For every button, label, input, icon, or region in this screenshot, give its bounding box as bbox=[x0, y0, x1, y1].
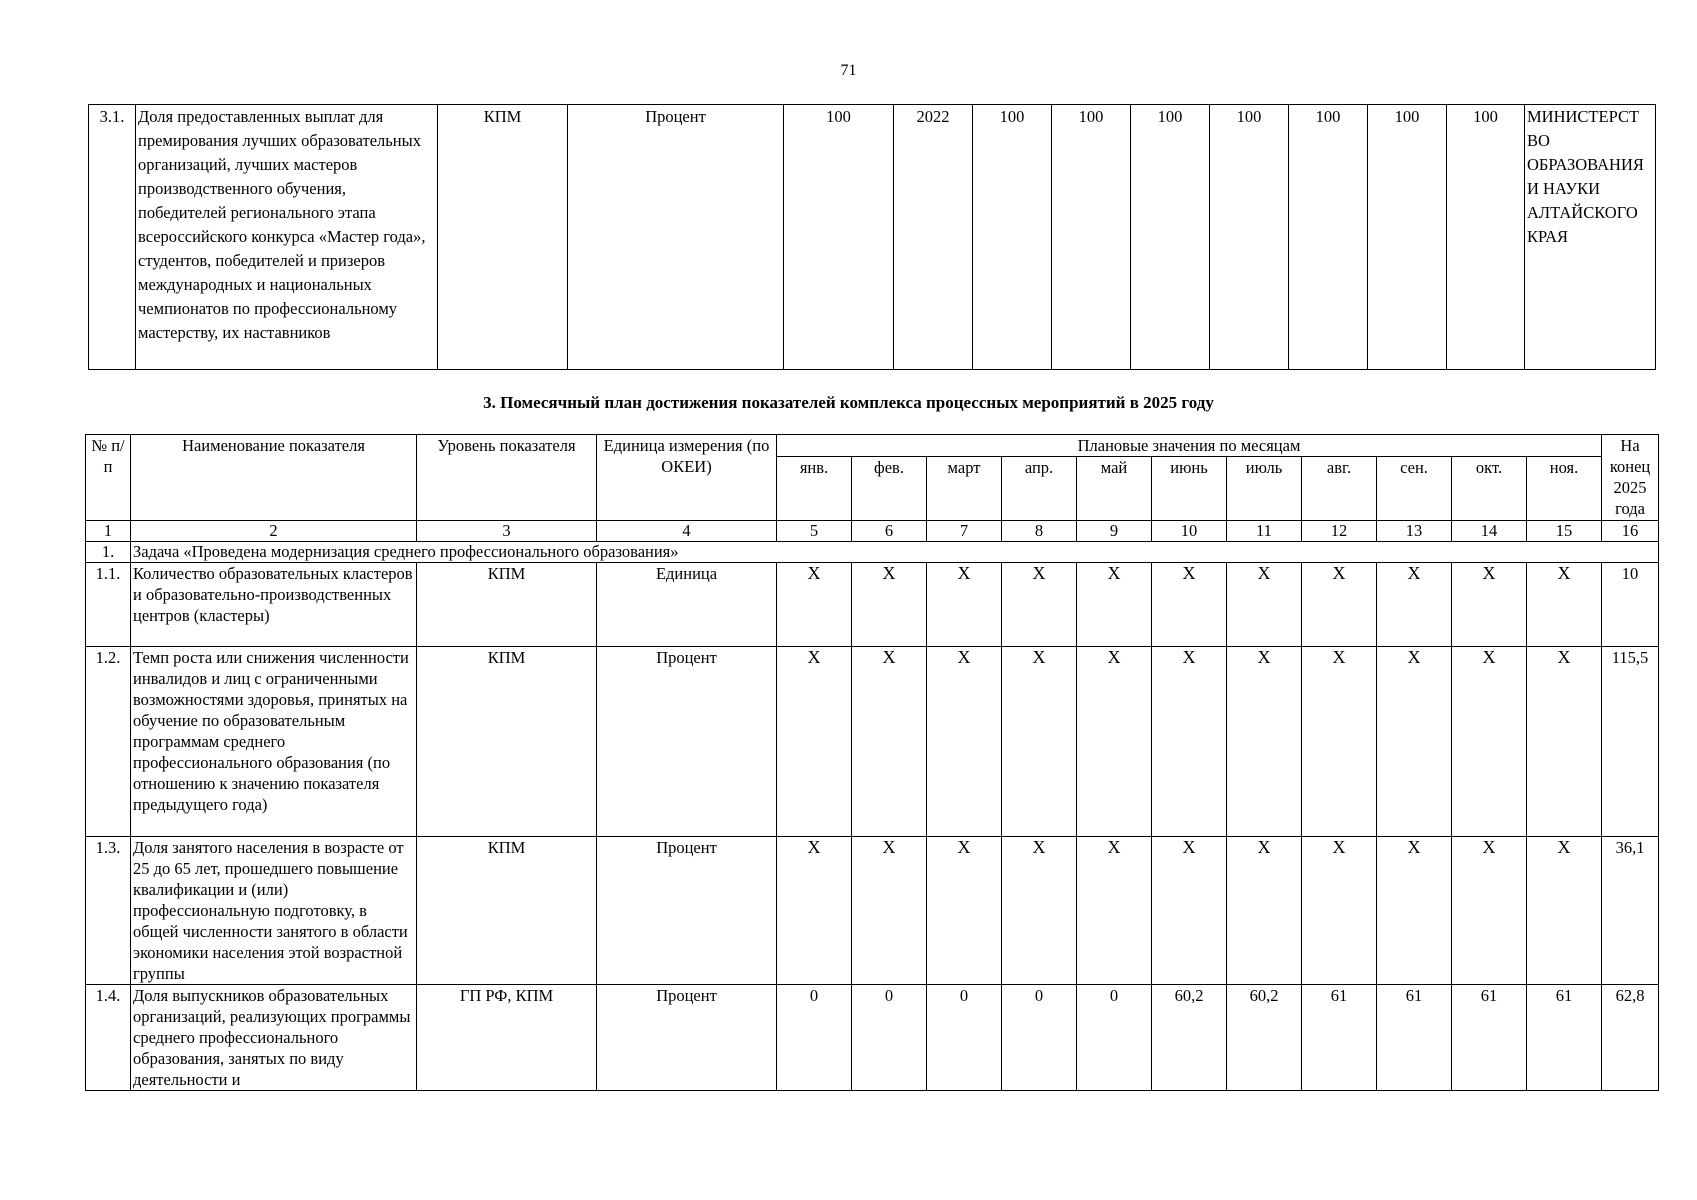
table-row bbox=[86, 563, 1659, 647]
month-value: X bbox=[852, 563, 927, 647]
column-number: 4 bbox=[597, 521, 777, 542]
month-value: X bbox=[1527, 837, 1602, 985]
month-value: X bbox=[852, 837, 927, 985]
header-name: Наименование показателя bbox=[131, 435, 417, 521]
month-value: 60,2 bbox=[1227, 985, 1302, 1091]
table-row bbox=[89, 105, 1656, 370]
column-numbers-row bbox=[86, 521, 1659, 542]
header-month: ноя. bbox=[1527, 457, 1602, 521]
month-value: 0 bbox=[777, 985, 852, 1091]
responsible-body: МИНИСТЕРСТ ВО ОБРАЗОВАНИЯ И НАУКИ АЛТАЙСКОГО КРАЯ bbox=[1525, 105, 1656, 370]
month-value: 0 bbox=[927, 985, 1002, 1091]
month-value: X bbox=[1527, 563, 1602, 647]
header-month: янв. bbox=[777, 457, 852, 521]
month-value: 61 bbox=[1452, 985, 1527, 1091]
month-value: X bbox=[1302, 647, 1377, 837]
month-value: 0 bbox=[852, 985, 927, 1091]
indicator-unit: Процент bbox=[597, 985, 777, 1091]
indicator-name: Доля предоставленных выплат для премирования лучших образовательных организаций, лучших мастеров производственного обучения, победителей регионального этапа всероссийского конкурса «Мастер года», студентов, победителей и призеров международных и национальных чемпионатов по профессиональному мастерству, их наставников bbox=[136, 105, 438, 370]
header-month: апр. bbox=[1002, 457, 1077, 521]
value-cell: 100 bbox=[1131, 105, 1210, 370]
month-value: 0 bbox=[1077, 985, 1152, 1091]
header-num: № п/п bbox=[86, 435, 131, 521]
value-cell: 100 bbox=[973, 105, 1052, 370]
column-number: 7 bbox=[927, 521, 1002, 542]
month-value: 61 bbox=[1377, 985, 1452, 1091]
header-month: авг. bbox=[1302, 457, 1377, 521]
month-value: X bbox=[1002, 563, 1077, 647]
indicator-unit: Единица bbox=[597, 563, 777, 647]
monthly-plan-table bbox=[85, 434, 1659, 1091]
table-row bbox=[86, 837, 1659, 985]
header-end-of-year: На конец 2025 года bbox=[1602, 435, 1659, 521]
header-level: Уровень показателя bbox=[417, 435, 597, 521]
header-month: июль bbox=[1227, 457, 1302, 521]
month-value: X bbox=[1227, 837, 1302, 985]
month-value: X bbox=[1302, 563, 1377, 647]
column-number: 8 bbox=[1002, 521, 1077, 542]
month-value: 0 bbox=[1002, 985, 1077, 1091]
indicator-level: КПМ bbox=[417, 563, 597, 647]
row-number: 1.1. bbox=[86, 563, 131, 647]
column-number: 10 bbox=[1152, 521, 1227, 542]
month-value: X bbox=[927, 563, 1002, 647]
indicator-name: Темп роста или снижения численности инвалидов и лиц с ограниченными возможностями здоровья, принятых на обучение по образовательным программам среднего профессионального образования (по отношению к значению показателя предыдущего года) bbox=[131, 647, 417, 837]
task-title: Задача «Проведена модернизация среднего профессионального образования» bbox=[131, 542, 1659, 563]
header-month: март bbox=[927, 457, 1002, 521]
column-number: 9 bbox=[1077, 521, 1152, 542]
indicator-level: КПМ bbox=[438, 105, 568, 370]
indicator-name: Доля занятого населения в возрасте от 25 до 65 лет, прошедшего повышение квалификации и (или) профессиональную подготовку, в общей численности занятого в области экономики населения этой возрастной группы bbox=[131, 837, 417, 985]
page-number: 71 bbox=[840, 62, 857, 79]
table-row bbox=[86, 647, 1659, 837]
month-value: X bbox=[1077, 647, 1152, 837]
month-value: X bbox=[1377, 647, 1452, 837]
value-cell: 100 bbox=[784, 105, 894, 370]
month-value: X bbox=[1377, 563, 1452, 647]
header-month: сен. bbox=[1377, 457, 1452, 521]
month-value: X bbox=[777, 647, 852, 837]
indicator-name: Доля выпускников образовательных организаций, реализующих программы среднего профессионального образования, занятых по виду деятельности и bbox=[131, 985, 417, 1091]
table-row bbox=[86, 985, 1659, 1091]
month-value: X bbox=[1227, 563, 1302, 647]
previous-indicators-table bbox=[88, 104, 1656, 370]
value-cell: 100 bbox=[1289, 105, 1368, 370]
month-value: X bbox=[777, 837, 852, 985]
month-value: X bbox=[1002, 837, 1077, 985]
end-of-year-value: 36,1 bbox=[1602, 837, 1659, 985]
value-cell: 2022 bbox=[894, 105, 973, 370]
end-of-year-value: 62,8 bbox=[1602, 985, 1659, 1091]
column-number: 13 bbox=[1377, 521, 1452, 542]
month-value: 61 bbox=[1527, 985, 1602, 1091]
value-cell: 100 bbox=[1447, 105, 1525, 370]
section-title: 3. Помесячный план достижения показателей комплекса процессных мероприятий в 2025 году bbox=[483, 393, 1214, 412]
month-value: X bbox=[1452, 563, 1527, 647]
value-cell: 100 bbox=[1210, 105, 1289, 370]
row-number: 1.2. bbox=[86, 647, 131, 837]
month-value: X bbox=[927, 837, 1002, 985]
month-value: X bbox=[1077, 563, 1152, 647]
row-number: 3.1. bbox=[89, 105, 136, 370]
indicator-level: КПМ bbox=[417, 647, 597, 837]
month-value: X bbox=[1152, 647, 1227, 837]
month-value: X bbox=[1077, 837, 1152, 985]
month-value: X bbox=[1452, 647, 1527, 837]
task-number: 1. bbox=[86, 542, 131, 563]
header-month: фев. bbox=[852, 457, 927, 521]
column-number: 6 bbox=[852, 521, 927, 542]
month-value: 61 bbox=[1302, 985, 1377, 1091]
value-cell: 100 bbox=[1052, 105, 1131, 370]
indicator-unit: Процент bbox=[597, 647, 777, 837]
header-row bbox=[86, 435, 1659, 457]
column-number: 3 bbox=[417, 521, 597, 542]
header-month: май bbox=[1077, 457, 1152, 521]
month-value: X bbox=[1002, 647, 1077, 837]
indicator-unit: Процент bbox=[597, 837, 777, 985]
month-value: X bbox=[1302, 837, 1377, 985]
month-value: X bbox=[1377, 837, 1452, 985]
row-number: 1.3. bbox=[86, 837, 131, 985]
column-number: 11 bbox=[1227, 521, 1302, 542]
column-number: 14 bbox=[1452, 521, 1527, 542]
header-month: окт. bbox=[1452, 457, 1527, 521]
header-month: июнь bbox=[1152, 457, 1227, 521]
month-value: X bbox=[1152, 563, 1227, 647]
column-number: 12 bbox=[1302, 521, 1377, 542]
month-value: X bbox=[852, 647, 927, 837]
column-number: 2 bbox=[131, 521, 417, 542]
row-number: 1.4. bbox=[86, 985, 131, 1091]
task-row bbox=[86, 542, 1659, 563]
month-value: X bbox=[1452, 837, 1527, 985]
header-unit: Единица измерения (по ОКЕИ) bbox=[597, 435, 777, 521]
value-cell: 100 bbox=[1368, 105, 1447, 370]
indicator-name: Количество образовательных кластеров и образовательно-производственных центров (кластеры) bbox=[131, 563, 417, 647]
column-number: 16 bbox=[1602, 521, 1659, 542]
indicator-level: КПМ bbox=[417, 837, 597, 985]
header-planned-values: Плановые значения по месяцам bbox=[777, 435, 1602, 457]
column-number: 15 bbox=[1527, 521, 1602, 542]
month-value: X bbox=[1152, 837, 1227, 985]
month-value: X bbox=[1527, 647, 1602, 837]
month-value: X bbox=[927, 647, 1002, 837]
indicator-level: ГП РФ, КПМ bbox=[417, 985, 597, 1091]
column-number: 5 bbox=[777, 521, 852, 542]
month-value: 60,2 bbox=[1152, 985, 1227, 1091]
end-of-year-value: 10 bbox=[1602, 563, 1659, 647]
month-value: X bbox=[777, 563, 852, 647]
month-value: X bbox=[1227, 647, 1302, 837]
indicator-unit: Процент bbox=[568, 105, 784, 370]
column-number: 1 bbox=[86, 521, 131, 542]
end-of-year-value: 115,5 bbox=[1602, 647, 1659, 837]
